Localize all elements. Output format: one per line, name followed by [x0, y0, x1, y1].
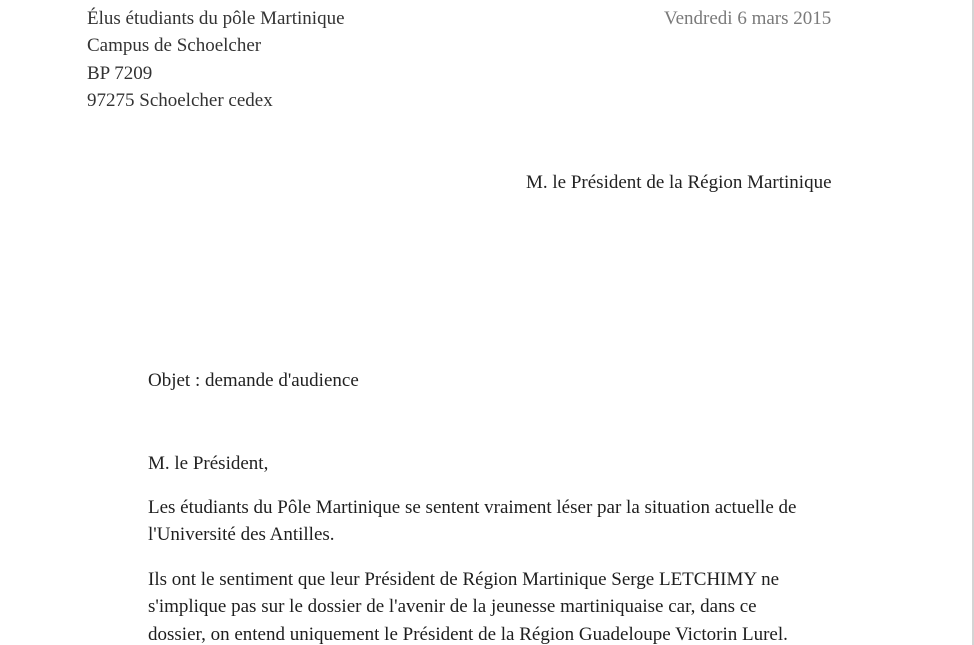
body-paragraph-2	[148, 566, 848, 645]
sender-line: Élus étudiants du pôle Martinique	[87, 8, 345, 29]
subject-line: Objet : demande d'audience	[148, 370, 359, 391]
letter-date: Vendredi 6 mars 2015	[664, 8, 832, 29]
recipient-line: M. le Président de la Région Martinique	[526, 172, 832, 193]
paragraph-line: l'Université des Antilles.	[148, 524, 335, 546]
salutation: M. le Président,	[148, 453, 269, 474]
sender-line: BP 7209	[87, 62, 153, 84]
sender-line: 97275 Schoelcher cedex	[87, 90, 273, 112]
body-paragraph-1	[148, 494, 848, 549]
paragraph-line: Les étudiants du Pôle Martinique se sentent vraiment léser par la situation actuelle de	[148, 497, 797, 518]
paragraph-line: Ils ont le sentiment que leur Président de Région Martinique Serge LETCHIMY ne	[148, 569, 780, 590]
sender-address	[87, 5, 345, 115]
paragraph-line: dossier, on entend uniquement le Président de la Région Guadeloupe Victorin Lurel.	[148, 623, 788, 645]
paragraph-line: s'implique pas sur le dossier de l'avenir de la jeunesse martiniquaise car, dans ce	[148, 596, 757, 618]
sender-line: Campus de Schoelcher	[87, 35, 262, 57]
